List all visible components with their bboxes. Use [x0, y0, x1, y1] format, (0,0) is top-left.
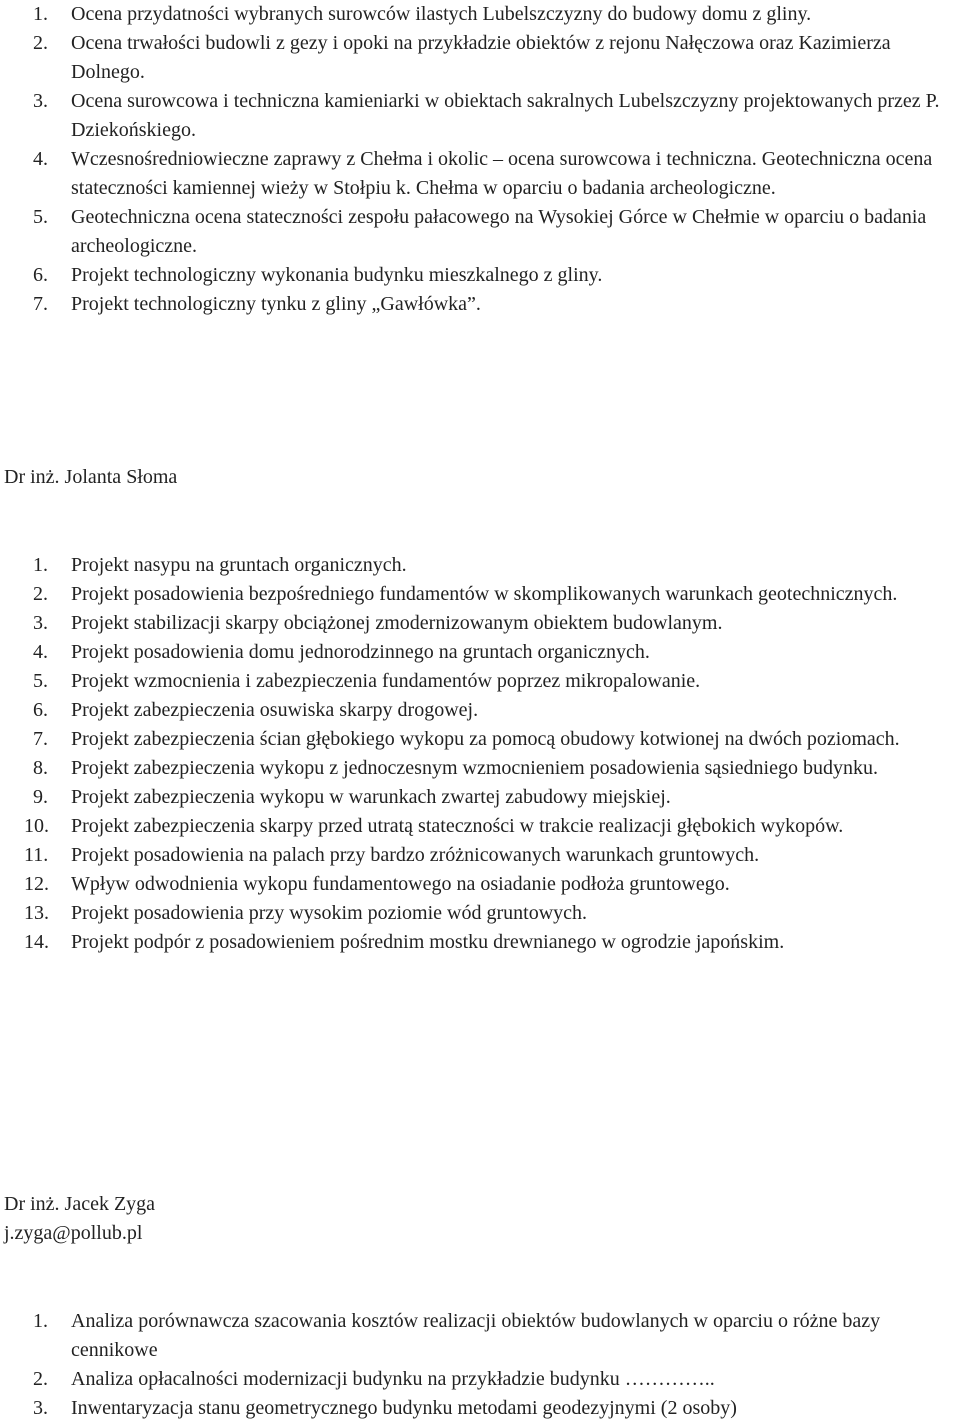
- item-number: 8.: [33, 757, 48, 779]
- list-item: [0, 928, 960, 957]
- item-number: 3.: [33, 1397, 48, 1419]
- item-text: Projekt posadowienia na palach przy bardzo zróżnicowanych warunkach gruntowych.: [71, 844, 760, 866]
- supervisor-name: Dr inż. Jacek Zyga: [4, 1193, 156, 1215]
- item-text: Geotechniczna ocena stateczności zespołu pałacowego na Wysokiej Górce w Chełmie w oparciu o badania archeologiczne.: [71, 206, 927, 257]
- item-number: 13.: [24, 902, 49, 924]
- item-number: 14.: [24, 931, 49, 953]
- list-item: [0, 1365, 960, 1394]
- item-text: Projekt posadowienia bezpośredniego fundamentów w skomplikowanych warunkach geotechnicznych.: [71, 583, 898, 605]
- list-item: [0, 841, 960, 870]
- item-text: Projekt technologiczny tynku z gliny „Gawłówka”.: [71, 293, 481, 315]
- item-text: Projekt posadowienia domu jednorodzinnego na gruntach organicznych.: [71, 641, 650, 663]
- item-text: Projekt zabezpieczenia wykopu z jednoczesnym wzmocnieniem posadowienia sąsiedniego budynku.: [71, 757, 878, 779]
- item-text: Ocena przydatności wybranych surowców ilastych Lubelszczyzny do budowy domu z gliny.: [71, 3, 812, 25]
- list-item: [0, 667, 960, 696]
- item-number: 4.: [33, 641, 48, 663]
- list-item: [0, 725, 960, 754]
- item-number: 2.: [33, 1368, 48, 1390]
- item-number: 11.: [24, 844, 49, 866]
- item-text: Projekt zabezpieczenia ścian głębokiego wykopu za pomocą obudowy kotwionej na dwóch poziomach.: [71, 728, 900, 750]
- item-number: 7.: [33, 728, 48, 750]
- list-item: [0, 551, 960, 580]
- list-item: [0, 783, 960, 812]
- item-number: 12.: [24, 873, 49, 895]
- topic-list-1: [0, 0, 960, 319]
- item-number: 5.: [33, 206, 48, 228]
- list-item: [0, 29, 960, 87]
- item-number: 3.: [33, 90, 48, 112]
- item-text: Projekt zabezpieczenia osuwiska skarpy drogowej.: [71, 699, 479, 721]
- list-item: [0, 0, 960, 29]
- item-number: 1.: [33, 1310, 48, 1332]
- item-text: Projekt technologiczny wykonania budynku mieszkalnego z gliny.: [71, 264, 603, 286]
- item-text: Analiza porównawcza szacowania kosztów realizacji obiektów budowlanych w oparciu o różne bazy cennikowe: [71, 1310, 881, 1361]
- item-text: Projekt zabezpieczenia skarpy przed utratą stateczności w trakcie realizacji głębokich wykopów.: [71, 815, 844, 837]
- list-item: [0, 812, 960, 841]
- list-item: [0, 261, 960, 290]
- list-item: [0, 290, 960, 319]
- item-text: Projekt podpór z posadowieniem pośrednim mostku drewnianego w ogrodzie japońskim.: [71, 931, 785, 953]
- list-item: [0, 696, 960, 725]
- item-text: Projekt nasypu na gruntach organicznych.: [71, 554, 407, 576]
- item-text: Analiza opłacalności modernizacji budynku na przykładzie budynku …………..: [71, 1368, 715, 1390]
- list-item: [0, 754, 960, 783]
- item-number: 6.: [33, 699, 48, 721]
- item-text: Projekt stabilizacji skarpy obciążonej zmodernizowanym obiektem budowlanym.: [71, 612, 723, 634]
- item-text: Projekt zabezpieczenia wykopu w warunkach zwartej zabudowy miejskiej.: [71, 786, 671, 808]
- item-text: Inwentaryzacja stanu geometrycznego budynku metodami geodezyjnymi (2 osoby): [71, 1397, 737, 1419]
- item-number: 9.: [33, 786, 48, 808]
- item-text: Ocena surowcowa i techniczna kamieniarki w obiektach sakralnych Lubelszczyzny projektowanych przez P. Dziekońskiego.: [71, 90, 940, 141]
- item-text: Projekt posadowienia przy wysokim poziomie wód gruntowych.: [71, 902, 588, 924]
- item-text: Projekt wzmocnienia i zabezpieczenia fundamentów poprzez mikropalowanie.: [71, 670, 701, 692]
- supervisor-name: Dr inż. Jolanta Słoma: [4, 466, 178, 488]
- item-number: 1.: [33, 554, 48, 576]
- list-item: [0, 899, 960, 928]
- list-item: [0, 145, 960, 203]
- supervisor-email: j.zyga@pollub.pl: [4, 1222, 143, 1244]
- list-item: [0, 1394, 960, 1423]
- list-item: [0, 87, 960, 145]
- item-number: 2.: [33, 583, 48, 605]
- topic-list-2: [0, 551, 960, 957]
- item-number: 4.: [33, 148, 48, 170]
- item-number: 5.: [33, 670, 48, 692]
- list-item: [0, 580, 960, 609]
- item-text: Ocena trwałości budowli z gezy i opoki na przykładzie obiektów z rejonu Nałęczowa oraz Kazimierza Dolnego.: [71, 32, 891, 83]
- list-item: [0, 203, 960, 261]
- item-number: 2.: [33, 32, 48, 54]
- item-text: Wczesnośredniowieczne zaprawy z Chełma i okolic – ocena surowcowa i techniczna. Geotechniczna ocena stateczności kamiennej wieży w Stołpiu k. Chełma w oparciu o badania archeologiczne.: [71, 148, 933, 199]
- list-item: [0, 1307, 960, 1365]
- item-number: 3.: [33, 612, 48, 634]
- topic-list-3: [0, 1307, 960, 1423]
- item-number: 7.: [33, 293, 48, 315]
- list-item: [0, 870, 960, 899]
- list-item: [0, 609, 960, 638]
- item-number: 6.: [33, 264, 48, 286]
- item-number: 1.: [33, 3, 48, 25]
- list-item: [0, 638, 960, 667]
- item-number: 10.: [24, 815, 49, 837]
- item-text: Wpływ odwodnienia wykopu fundamentowego na osiadanie podłoża gruntowego.: [71, 873, 730, 895]
